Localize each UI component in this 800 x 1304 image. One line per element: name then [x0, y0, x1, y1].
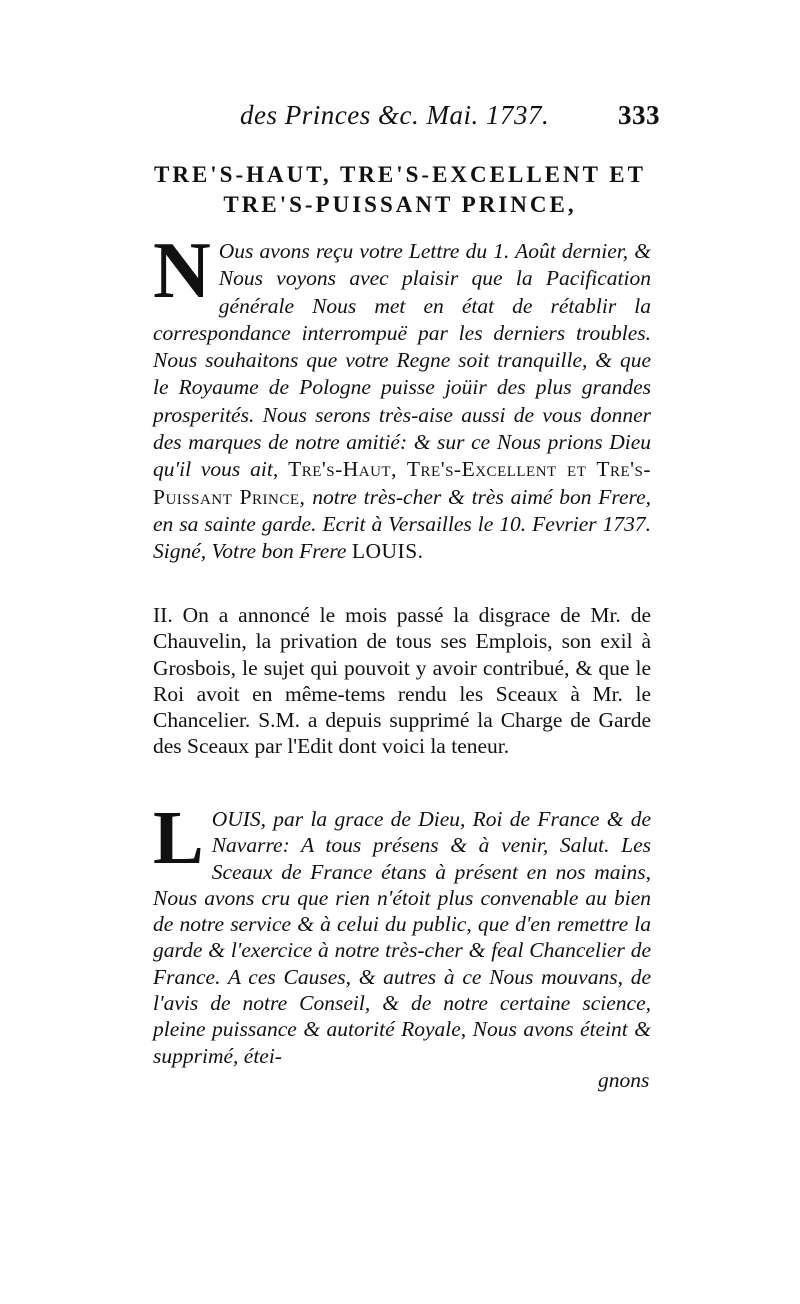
edict-drop-cap: L	[153, 796, 204, 880]
edict-body	[153, 796, 651, 1069]
salutation-line-1: TRE'S-HAUT, TRE'S-EXCELLENT ET	[154, 162, 646, 187]
salutation-line-2: TRE'S-PUISSANT PRINCE,	[223, 192, 577, 217]
letter-text-closing: notre très-cher & très aimé bon Frere, en sa sainte garde. Ecrit à Versailles le 10. Fevrier 1737. Signé, Votre bon Frere	[153, 484, 651, 564]
running-head	[240, 100, 660, 131]
letter-drop-cap: N	[153, 227, 211, 315]
letter-text: Ous avons reçu votre Lettre du 1. Août dernier, & Nous voyons avec plaisir que la Pacification générale Nous met en état de rétablir la correspondance interrompuë par les derniers troubles. Nous souhaitons que votre Regne soit tranquille, & que le Royaume de Pologne puisse joüir des plus grandes prosperités. Nous serons très-aise aussi de vous donner des marques de notre amitié: & sur ce Nous prions Dieu qu'il vous ait,	[153, 239, 651, 482]
section-two-paragraph: II. On a annoncé le mois passé la disgrace de Mr. de Chauvelin, la privation de tous ses Emplois, son exil à Grosbois, le sujet qui pouvoit y avoir contribué, & que le Roi avoit en même-tems rendu les Sceaux à Mr. le Chancelier. S.M. a depuis supprimé la Charge de Garde des Sceaux par l'Edit dont voici la teneur.	[153, 603, 651, 759]
letter-royal-title: Tre's-Haut, Tre's-Excellent et Tre's-Puissant Prince,	[153, 457, 652, 509]
page-number: 333	[618, 100, 660, 130]
letter-signature: LOUIS.	[351, 539, 424, 564]
running-title: des Princes &c. Mai. 1737.	[240, 100, 550, 130]
catchword: gnons	[598, 1068, 650, 1092]
salutation-heading	[150, 160, 650, 220]
edict-text: OUIS, par la grace de Dieu, Roi de France & de Navarre: A tous présens & à venir, Salut. Les Sceaux de France étans à présent en nos mains, Nous avons cru que rien n'étoit plus convenable au bien de notre service & à celui du public, que d'en remettre la garde & l'exercice à notre très-cher & feal Chancelier de France. A ces Causes, & autres à ce Nous mouvans, de l'avis de notre Conseil, & de notre certaine science, pleine puissance & autorité Royale, Nous avons éteint & supprimé, étei-	[153, 807, 651, 1068]
letter-body	[153, 227, 652, 566]
